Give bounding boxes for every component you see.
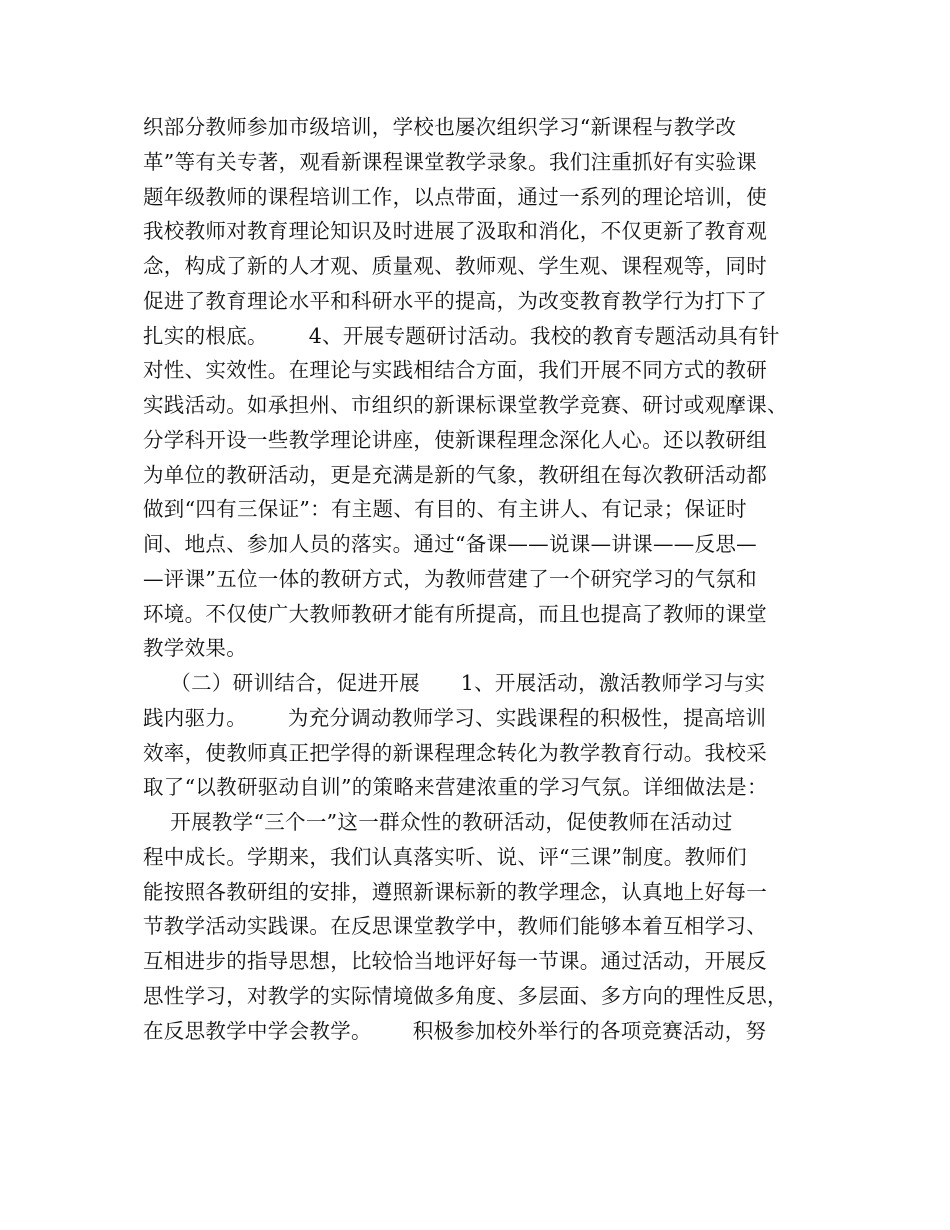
- text-line-16: 教学效果。: [143, 636, 247, 661]
- text-line-17: （二）研训结合，促进开展 1、开展活动，激活教师学习与实: [143, 671, 766, 695]
- text-line-27: 在反思教学中学会教学。 积极参加校外举行的各项竞赛活动，努: [143, 1018, 767, 1043]
- text-line-5: 念，构成了新的人才观、质量观、教师观、学生观、课程观等，同时: [143, 254, 767, 278]
- text-line-14: —评课”五位一体的教研方式，为教师营建了一个研究学习的气氛和: [143, 566, 757, 591]
- text-line-15: 环境。不仅使广大教师教研才能有所提高，而且也提高了教师的课堂: [143, 601, 767, 626]
- text-line-2: 革”等有关专著，观看新课程课堂教学录象。我们注重抓好有实验课: [143, 149, 757, 174]
- text-line-4: 我校教师对教育理论知识及时进展了汲取和消化，不仅更新了教育观: [143, 219, 767, 244]
- text-line-9: 实践活动。如承担州、市组织的新课标课堂教学竞赛、研讨或观摩课、: [143, 393, 788, 417]
- text-line-24: 节教学活动实践课。在反思课堂教学中，教师们能够本着互相学习、: [143, 914, 767, 939]
- text-line-1: 织部分教师参加市级培训，学校也屡次组织学习“新课程与教学改: [143, 115, 737, 139]
- text-line-18: 践内驱力。 为充分调动教师学习、实践课程的积极性，提高培训: [143, 705, 767, 730]
- text-line-10: 分学科开设一些教学理论讲座，使新课程理念深化人心。还以教研组: [143, 427, 767, 452]
- text-line-7: 扎实的根底。 4、开展专题研讨活动。我校的教育专题活动具有针: [143, 323, 780, 348]
- text-line-19: 效率，使教师真正把学得的新课程理念转化为教学教育行动。我校采: [143, 740, 767, 765]
- text-line-11: 为单位的教研活动，更是充满是新的气象，教研组在每次教研活动都: [143, 462, 767, 487]
- text-line-25: 互相进步的指导思想，比较恰当地评好每一节课。通过活动，开展反: [143, 949, 767, 973]
- text-line-13: 间、地点、参加人员的落实。通过“备课——说课—讲课——反思—: [143, 532, 757, 556]
- text-line-8: 对性、实效性。在理论与实践相结合方面，我们开展不同方式的教研: [143, 358, 767, 383]
- text-line-6: 促进了教育理论水平和科研水平的提高，为改变教育教学行为打下了: [143, 288, 767, 313]
- text-line-22: 程中成长。学期来，我们认真落实听、说、评“三课”制度。教师们: [143, 844, 747, 869]
- text-line-20: 取了“以教研驱动自训”的策略来营建浓重的学习气氛。详细做法是：: [143, 775, 768, 800]
- text-line-23: 能按照各教研组的安排，遵照新课标新的教学理念，认真地上好每一: [143, 879, 767, 904]
- text-line-12: 做到“四有三保证”：有主题、有目的、有主讲人、有记录；保证时: [143, 497, 747, 522]
- text-line-26: 思性学习，对教学的实际情境做多角度、多层面、多方向的理性反思，: [143, 983, 788, 1008]
- text-line-3: 题年级教师的课程培训工作，以点带面，通过一系列的理论培训，使: [143, 184, 767, 209]
- body-text: [143, 110, 833, 1048]
- text-line-21: 开展教学“三个一”这一群众性的教研活动，促使教师在活动过: [143, 810, 733, 834]
